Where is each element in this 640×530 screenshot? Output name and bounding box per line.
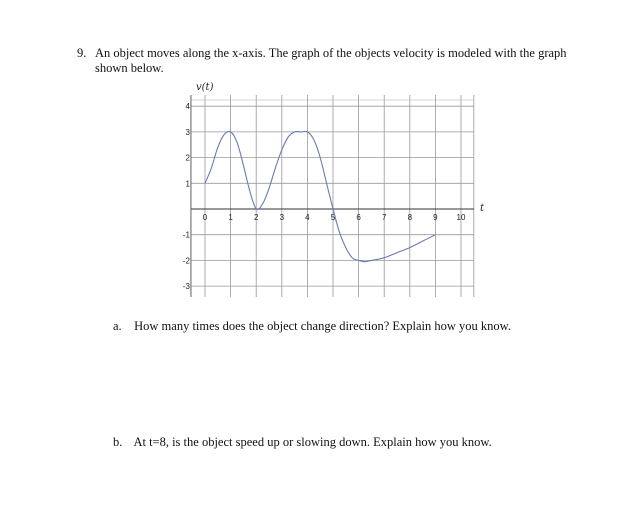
- series-line-0: [202, 131, 435, 261]
- grid: [191, 95, 474, 297]
- x-tick-label-1: 1: [228, 213, 233, 222]
- y-tick-label--1: -1: [182, 230, 190, 240]
- question-a-text: How many times does the object change direction? Explain how you know.: [134, 319, 511, 333]
- x-tick-label-9: 9: [433, 213, 438, 222]
- x-tick-label-2: 2: [253, 213, 259, 222]
- tick-labels: [183, 102, 466, 291]
- question-a-label: a.: [113, 319, 122, 333]
- x-tick-label-0: 0: [202, 213, 208, 222]
- x-tick-label-7: 7: [381, 213, 387, 222]
- x-tick-label-5: 5: [330, 213, 336, 222]
- question-b-label: b.: [113, 435, 123, 449]
- y-tick-label-3: 3: [185, 127, 190, 137]
- x-tick-label-4: 4: [305, 213, 310, 222]
- x-tick-label-8: 8: [407, 213, 413, 222]
- problem-text: An object moves along the x-axis. The graph of the objects velocity is modeled with the graph shown below.: [95, 46, 567, 75]
- x-tick-label-6: 6: [356, 213, 361, 222]
- y-axis-label: v(t): [196, 82, 214, 93]
- question-a: [113, 319, 511, 334]
- x-tick-label-3: 3: [279, 213, 285, 222]
- y-tick-label-1: 1: [185, 179, 190, 189]
- y-tick-label-4: 4: [185, 102, 190, 112]
- y-tick-label--3: -3: [182, 282, 190, 292]
- x-axis-label: t: [480, 203, 485, 214]
- series: [202, 131, 435, 261]
- axes: [191, 95, 474, 297]
- question-b-text: At t=8, is the object speed up or slowing down. Explain how you know.: [133, 435, 492, 449]
- y-tick-label--2: -2: [182, 256, 190, 266]
- x-tick-label-10: 10: [456, 213, 466, 222]
- question-b: [113, 435, 492, 450]
- problem-number: 9.: [77, 46, 87, 60]
- y-tick-label-2: 2: [185, 153, 190, 163]
